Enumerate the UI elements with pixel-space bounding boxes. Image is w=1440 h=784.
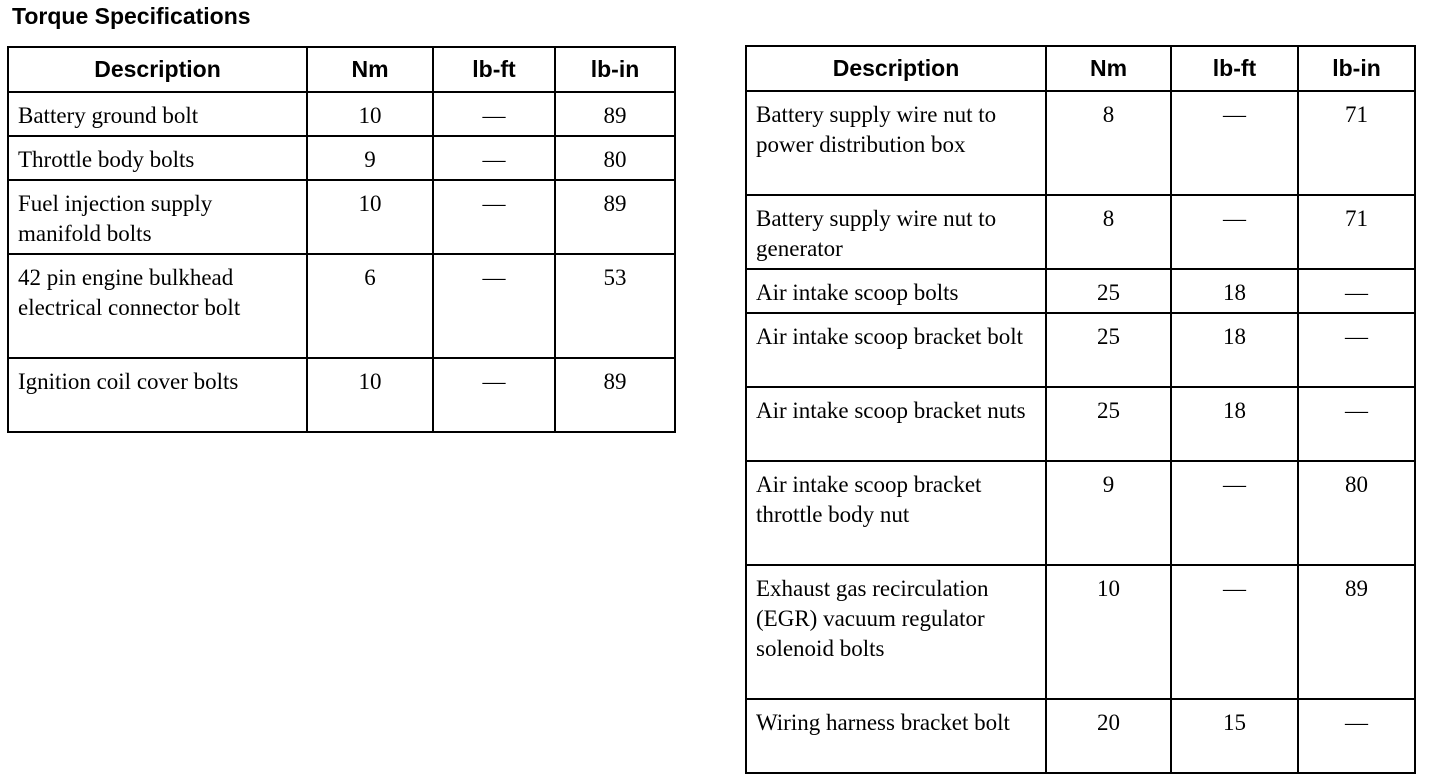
lb-ft-cell: — — [1171, 565, 1298, 699]
lb-in-cell: — — [1298, 313, 1415, 387]
table-row — [8, 92, 675, 136]
lb-in-cell: 89 — [1298, 565, 1415, 699]
lb-in-cell: 89 — [555, 180, 675, 254]
lb-in-cell: — — [1298, 387, 1415, 461]
description-cell: Air intake scoop bolts — [746, 269, 1046, 313]
table-row — [746, 91, 1415, 195]
lb-in-cell: — — [1298, 699, 1415, 773]
lb-in-cell: 80 — [1298, 461, 1415, 565]
lb-in-cell: — — [1298, 269, 1415, 313]
nm-cell: 8 — [1046, 91, 1171, 195]
nm-cell: 8 — [1046, 195, 1171, 269]
table-row — [746, 195, 1415, 269]
table-row — [746, 565, 1415, 699]
table-row — [746, 461, 1415, 565]
lb-in-cell: 71 — [1298, 195, 1415, 269]
nm-cell: 10 — [1046, 565, 1171, 699]
lb-ft-cell: — — [433, 358, 555, 432]
nm-cell: 9 — [307, 136, 433, 180]
lb-in-cell: 71 — [1298, 91, 1415, 195]
column-header-nm: Nm — [1046, 46, 1171, 91]
torque-table-left — [7, 46, 676, 433]
column-header-nm: Nm — [307, 47, 433, 92]
lb-ft-cell: — — [1171, 461, 1298, 565]
description-cell: Throttle body bolts — [8, 136, 307, 180]
lb-in-cell: 53 — [555, 254, 675, 358]
lb-ft-cell: — — [1171, 195, 1298, 269]
column-header-lb-in: lb-in — [1298, 46, 1415, 91]
nm-cell: 10 — [307, 180, 433, 254]
table-row — [746, 387, 1415, 461]
lb-ft-cell: 18 — [1171, 313, 1298, 387]
table-row — [8, 254, 675, 358]
table-row — [8, 180, 675, 254]
column-header-lb-ft: lb-ft — [1171, 46, 1298, 91]
description-cell: Exhaust gas recirculation (EGR) vacuum regulator solenoid bolts — [746, 565, 1046, 699]
lb-ft-cell: 18 — [1171, 269, 1298, 313]
nm-cell: 6 — [307, 254, 433, 358]
description-cell: Air intake scoop bracket throttle body nut — [746, 461, 1046, 565]
description-cell: Battery supply wire nut to power distribution box — [746, 91, 1046, 195]
nm-cell: 25 — [1046, 313, 1171, 387]
nm-cell: 20 — [1046, 699, 1171, 773]
table-row — [746, 313, 1415, 387]
nm-cell: 10 — [307, 92, 433, 136]
table-row — [8, 358, 675, 432]
table-row — [8, 136, 675, 180]
description-cell: Air intake scoop bracket nuts — [746, 387, 1046, 461]
lb-ft-cell: — — [1171, 91, 1298, 195]
header-row — [746, 46, 1415, 91]
page-title: Torque Specifications — [12, 3, 251, 29]
nm-cell: 25 — [1046, 387, 1171, 461]
lb-ft-cell: 15 — [1171, 699, 1298, 773]
description-cell: Battery ground bolt — [8, 92, 307, 136]
column-header-lb-ft: lb-ft — [433, 47, 555, 92]
nm-cell: 9 — [1046, 461, 1171, 565]
lb-ft-cell: 18 — [1171, 387, 1298, 461]
lb-ft-cell: — — [433, 254, 555, 358]
description-cell: Air intake scoop bracket bolt — [746, 313, 1046, 387]
nm-cell: 25 — [1046, 269, 1171, 313]
description-cell: Fuel injection supply manifold bolts — [8, 180, 307, 254]
table-row — [746, 699, 1415, 773]
torque-table-right — [745, 45, 1416, 774]
header-row — [8, 47, 675, 92]
lb-in-cell: 89 — [555, 92, 675, 136]
column-header-description: Description — [746, 46, 1046, 91]
lb-ft-cell: — — [433, 92, 555, 136]
lb-in-cell: 89 — [555, 358, 675, 432]
lb-ft-cell: — — [433, 180, 555, 254]
lb-in-cell: 80 — [555, 136, 675, 180]
description-cell: 42 pin engine bulkhead electrical connector bolt — [8, 254, 307, 358]
column-header-lb-in: lb-in — [555, 47, 675, 92]
nm-cell: 10 — [307, 358, 433, 432]
lb-ft-cell: — — [433, 136, 555, 180]
description-cell: Ignition coil cover bolts — [8, 358, 307, 432]
column-header-description: Description — [8, 47, 307, 92]
table-row — [746, 269, 1415, 313]
description-cell: Wiring harness bracket bolt — [746, 699, 1046, 773]
description-cell: Battery supply wire nut to generator — [746, 195, 1046, 269]
